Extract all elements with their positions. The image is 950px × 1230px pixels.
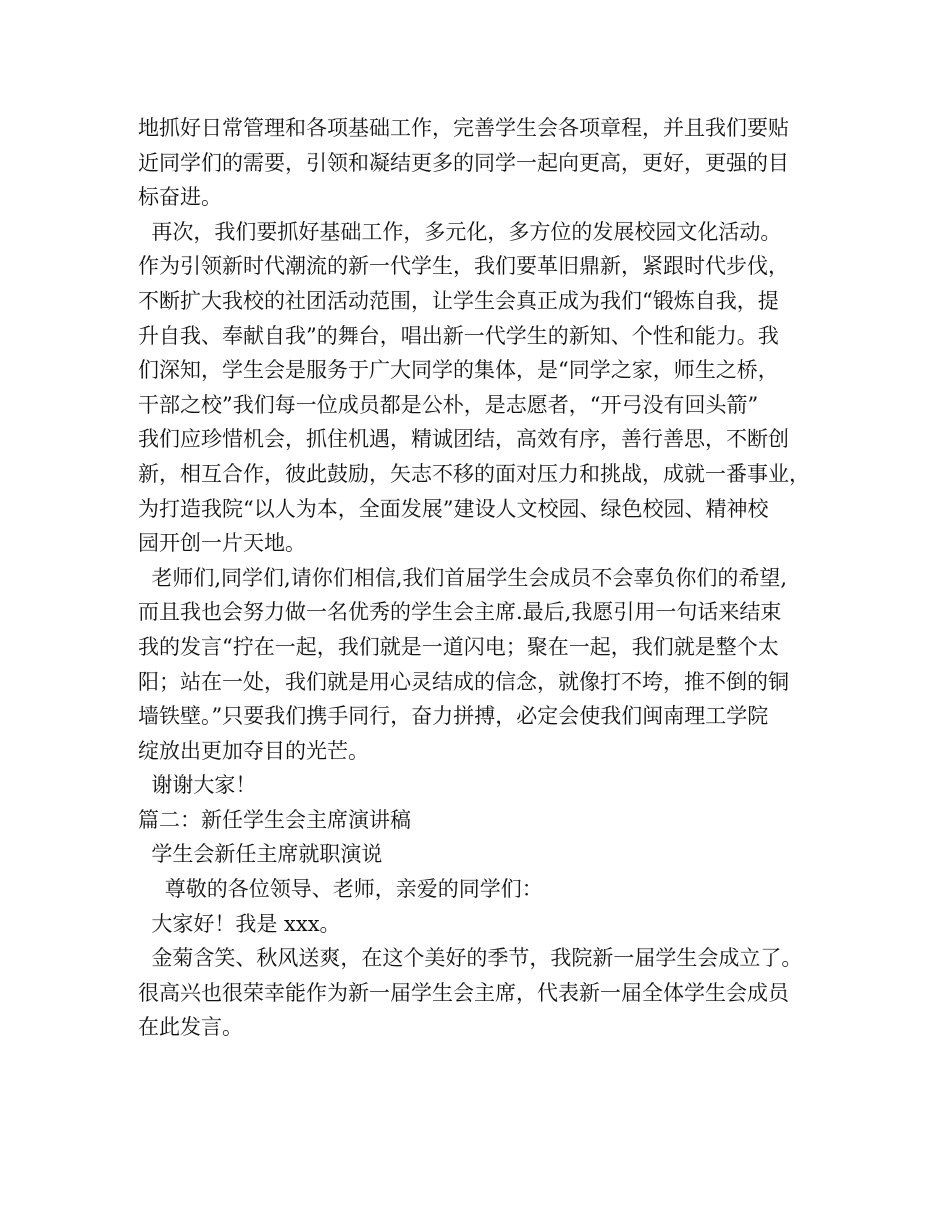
text-line: 新，相互合作，彼此鼓励，矢志不移的面对压力和挑战，成就一番事业， [138, 461, 810, 486]
text-line: 绽放出更加夺目的光芒。 [138, 738, 369, 763]
text-line: 们深知，学生会是服务于广大同学的集体，是“同学之家，师生之桥， [138, 358, 779, 383]
text-line: 标奋进。 [138, 185, 222, 210]
text-line: 我的发言“拧在一起，我们就是一道闪电；聚在一起，我们就是整个太 [138, 634, 779, 659]
text-line: 再次，我们要抓好基础工作，多元化，多方位的发展校园文化活动。 [138, 219, 782, 244]
text-line: 谢谢大家！ [138, 773, 257, 798]
section-heading: 篇二：新任学生会主席演讲稿 [138, 807, 411, 832]
text-line: 近同学们的需要，引领和凝结更多的同学一起向更高，更好，更强的目 [138, 150, 789, 175]
text-line: 墙铁壁。”只要我们携手同行，奋力拼搏，必定会使我们闽南理工学院 [138, 704, 769, 729]
text-line: 在此发言。 [138, 1015, 243, 1040]
text-line: 金菊含笑、秋风送爽，在这个美好的季节，我院新一届学生会成立了。 [138, 946, 803, 971]
text-line: 干部之校”我们每一位成员都是公朴，是志愿者，“开弓没有回头箭” [138, 392, 759, 417]
salutation: 尊敬的各位领导、老师，亲爱的同学们： [138, 877, 543, 902]
text-line: 园开创一片天地。 [138, 531, 306, 556]
text-line: 大家好！我是 xxx。 [138, 911, 341, 936]
text-line: 为打造我院“以人为本，全面发展”建设人文校园、绿色校园、精神校 [138, 496, 769, 521]
document-body [138, 111, 838, 1045]
text-line: 而且我也会努力做一名优秀的学生会主席.最后,我愿引用一句话来结束 [138, 600, 782, 625]
text-line: 很高兴也很荣幸能作为新一届学生会主席，代表新一届全体学生会成员 [138, 980, 789, 1005]
text-line: 不断扩大我校的社团活动范围，让学生会真正成为我们“锻炼自我，提 [138, 288, 779, 313]
text-line: 老师们,同学们,请你们相信,我们首届学生会成员不会辜负你们的希望, [138, 565, 788, 590]
text-line: 升自我、奉献自我”的舞台，唱出新一代学生的新知、个性和能力。我 [138, 323, 779, 348]
text-line: 作为引领新时代潮流的新一代学生，我们要革旧鼎新，紧跟时代步伐， [138, 254, 789, 279]
text-line: 地抓好日常管理和各项基础工作，完善学生会各项章程，并且我们要贴 [138, 116, 789, 140]
text-line: 我们应珍惜机会，抓住机遇，精诚团结，高效有序，善行善思，不断创 [138, 427, 789, 452]
text-line: 阳；站在一处，我们就是用心灵结成的信念，就像打不垮，推不倒的铜 [138, 669, 789, 694]
speech-title: 学生会新任主席就职演说 [138, 842, 383, 867]
